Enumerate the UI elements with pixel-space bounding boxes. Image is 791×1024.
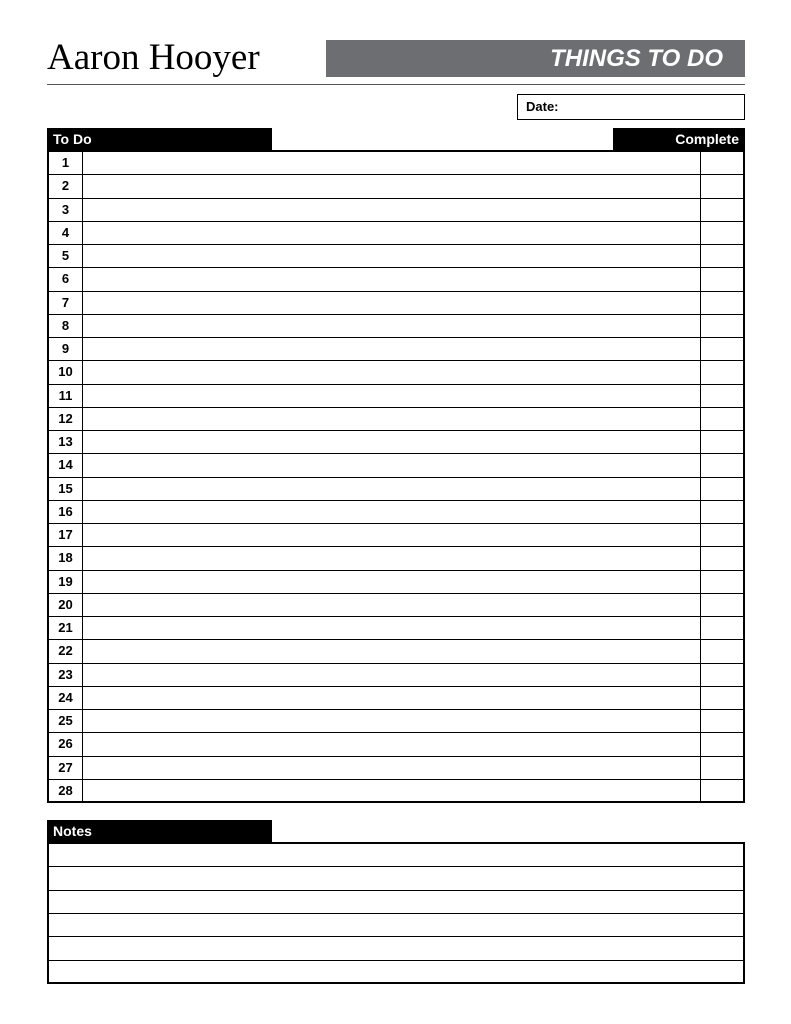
task-field[interactable] — [83, 617, 701, 639]
note-line[interactable] — [49, 891, 743, 914]
task-field[interactable] — [83, 757, 701, 779]
task-field[interactable] — [83, 431, 701, 453]
complete-checkbox[interactable] — [701, 385, 743, 407]
complete-checkbox[interactable] — [701, 594, 743, 616]
complete-checkbox[interactable] — [701, 571, 743, 593]
table-row — [49, 733, 743, 756]
complete-checkbox[interactable] — [701, 780, 743, 803]
task-field[interactable] — [83, 687, 701, 709]
complete-checkbox[interactable] — [701, 175, 743, 197]
task-field[interactable] — [83, 571, 701, 593]
task-field[interactable] — [83, 501, 701, 523]
table-row — [49, 640, 743, 663]
table-row — [49, 617, 743, 640]
table-row — [49, 222, 743, 245]
row-number: 15 — [49, 478, 83, 500]
complete-checkbox[interactable] — [701, 338, 743, 360]
complete-checkbox[interactable] — [701, 315, 743, 337]
complete-checkbox[interactable] — [701, 733, 743, 755]
task-field[interactable] — [83, 640, 701, 662]
row-number: 4 — [49, 222, 83, 244]
note-line[interactable] — [49, 961, 743, 984]
complete-checkbox[interactable] — [701, 640, 743, 662]
table-row — [49, 594, 743, 617]
note-line[interactable] — [49, 914, 743, 937]
notes-header-tab: Notes — [47, 820, 272, 842]
table-row — [49, 152, 743, 175]
table-row — [49, 175, 743, 198]
table-row — [49, 199, 743, 222]
task-field[interactable] — [83, 547, 701, 569]
task-field[interactable] — [83, 710, 701, 732]
complete-checkbox[interactable] — [701, 478, 743, 500]
notes-area — [47, 842, 745, 984]
task-field[interactable] — [83, 524, 701, 546]
table-row — [49, 338, 743, 361]
table-row — [49, 292, 743, 315]
row-number: 22 — [49, 640, 83, 662]
note-line[interactable] — [49, 937, 743, 960]
table-row — [49, 547, 743, 570]
task-field[interactable] — [83, 152, 701, 174]
row-number: 28 — [49, 780, 83, 803]
row-number: 10 — [49, 361, 83, 383]
table-row — [49, 385, 743, 408]
complete-checkbox[interactable] — [701, 199, 743, 221]
table-row — [49, 431, 743, 454]
complete-checkbox[interactable] — [701, 361, 743, 383]
task-field[interactable] — [83, 385, 701, 407]
table-row — [49, 501, 743, 524]
row-number: 2 — [49, 175, 83, 197]
complete-checkbox[interactable] — [701, 431, 743, 453]
row-number: 8 — [49, 315, 83, 337]
row-number: 20 — [49, 594, 83, 616]
complete-checkbox[interactable] — [701, 501, 743, 523]
complete-checkbox[interactable] — [701, 687, 743, 709]
row-number: 11 — [49, 385, 83, 407]
complete-checkbox[interactable] — [701, 292, 743, 314]
note-line[interactable] — [49, 867, 743, 890]
table-row — [49, 687, 743, 710]
page-title: THINGS TO DO — [326, 40, 745, 77]
table-row — [49, 268, 743, 291]
row-number: 7 — [49, 292, 83, 314]
task-field[interactable] — [83, 478, 701, 500]
task-field[interactable] — [83, 175, 701, 197]
task-field[interactable] — [83, 454, 701, 476]
table-row — [49, 571, 743, 594]
table-row — [49, 454, 743, 477]
row-number: 6 — [49, 268, 83, 290]
row-number: 5 — [49, 245, 83, 267]
row-number: 24 — [49, 687, 83, 709]
table-row — [49, 757, 743, 780]
task-field[interactable] — [83, 408, 701, 430]
todo-table — [47, 150, 745, 803]
task-field[interactable] — [83, 780, 701, 803]
row-number: 25 — [49, 710, 83, 732]
row-number: 19 — [49, 571, 83, 593]
header-divider — [47, 84, 745, 85]
row-number: 26 — [49, 733, 83, 755]
table-row — [49, 408, 743, 431]
task-field[interactable] — [83, 733, 701, 755]
table-row — [49, 780, 743, 803]
table-row — [49, 524, 743, 547]
table-row — [49, 710, 743, 733]
complete-checkbox[interactable] — [701, 222, 743, 244]
owner-name: Aaron Hooyer — [47, 37, 260, 78]
complete-checkbox[interactable] — [701, 408, 743, 430]
complete-checkbox[interactable] — [701, 152, 743, 174]
task-field[interactable] — [83, 361, 701, 383]
row-number: 23 — [49, 664, 83, 686]
row-number: 16 — [49, 501, 83, 523]
row-number: 3 — [49, 199, 83, 221]
complete-checkbox[interactable] — [701, 757, 743, 779]
task-field[interactable] — [83, 199, 701, 221]
complete-checkbox[interactable] — [701, 524, 743, 546]
row-number: 14 — [49, 454, 83, 476]
note-line[interactable] — [49, 844, 743, 867]
row-number: 27 — [49, 757, 83, 779]
row-number: 21 — [49, 617, 83, 639]
complete-checkbox[interactable] — [701, 547, 743, 569]
task-field[interactable] — [83, 594, 701, 616]
table-row — [49, 664, 743, 687]
complete-checkbox[interactable] — [701, 664, 743, 686]
complete-checkbox[interactable] — [701, 245, 743, 267]
task-field[interactable] — [83, 664, 701, 686]
todo-header-tab: To Do — [47, 128, 272, 150]
table-row — [49, 361, 743, 384]
row-number: 13 — [49, 431, 83, 453]
task-field[interactable] — [83, 338, 701, 360]
complete-checkbox[interactable] — [701, 710, 743, 732]
task-field[interactable] — [83, 222, 701, 244]
task-field[interactable] — [83, 268, 701, 290]
task-field[interactable] — [83, 315, 701, 337]
task-field[interactable] — [83, 245, 701, 267]
row-number: 17 — [49, 524, 83, 546]
task-field[interactable] — [83, 292, 701, 314]
table-row — [49, 315, 743, 338]
row-number: 9 — [49, 338, 83, 360]
complete-checkbox[interactable] — [701, 617, 743, 639]
table-row — [49, 245, 743, 268]
date-field[interactable]: Date: — [517, 94, 745, 120]
row-number: 18 — [49, 547, 83, 569]
complete-checkbox[interactable] — [701, 268, 743, 290]
row-number: 12 — [49, 408, 83, 430]
table-row — [49, 478, 743, 501]
complete-checkbox[interactable] — [701, 454, 743, 476]
complete-header-tab: Complete — [613, 128, 745, 150]
row-number: 1 — [49, 152, 83, 174]
